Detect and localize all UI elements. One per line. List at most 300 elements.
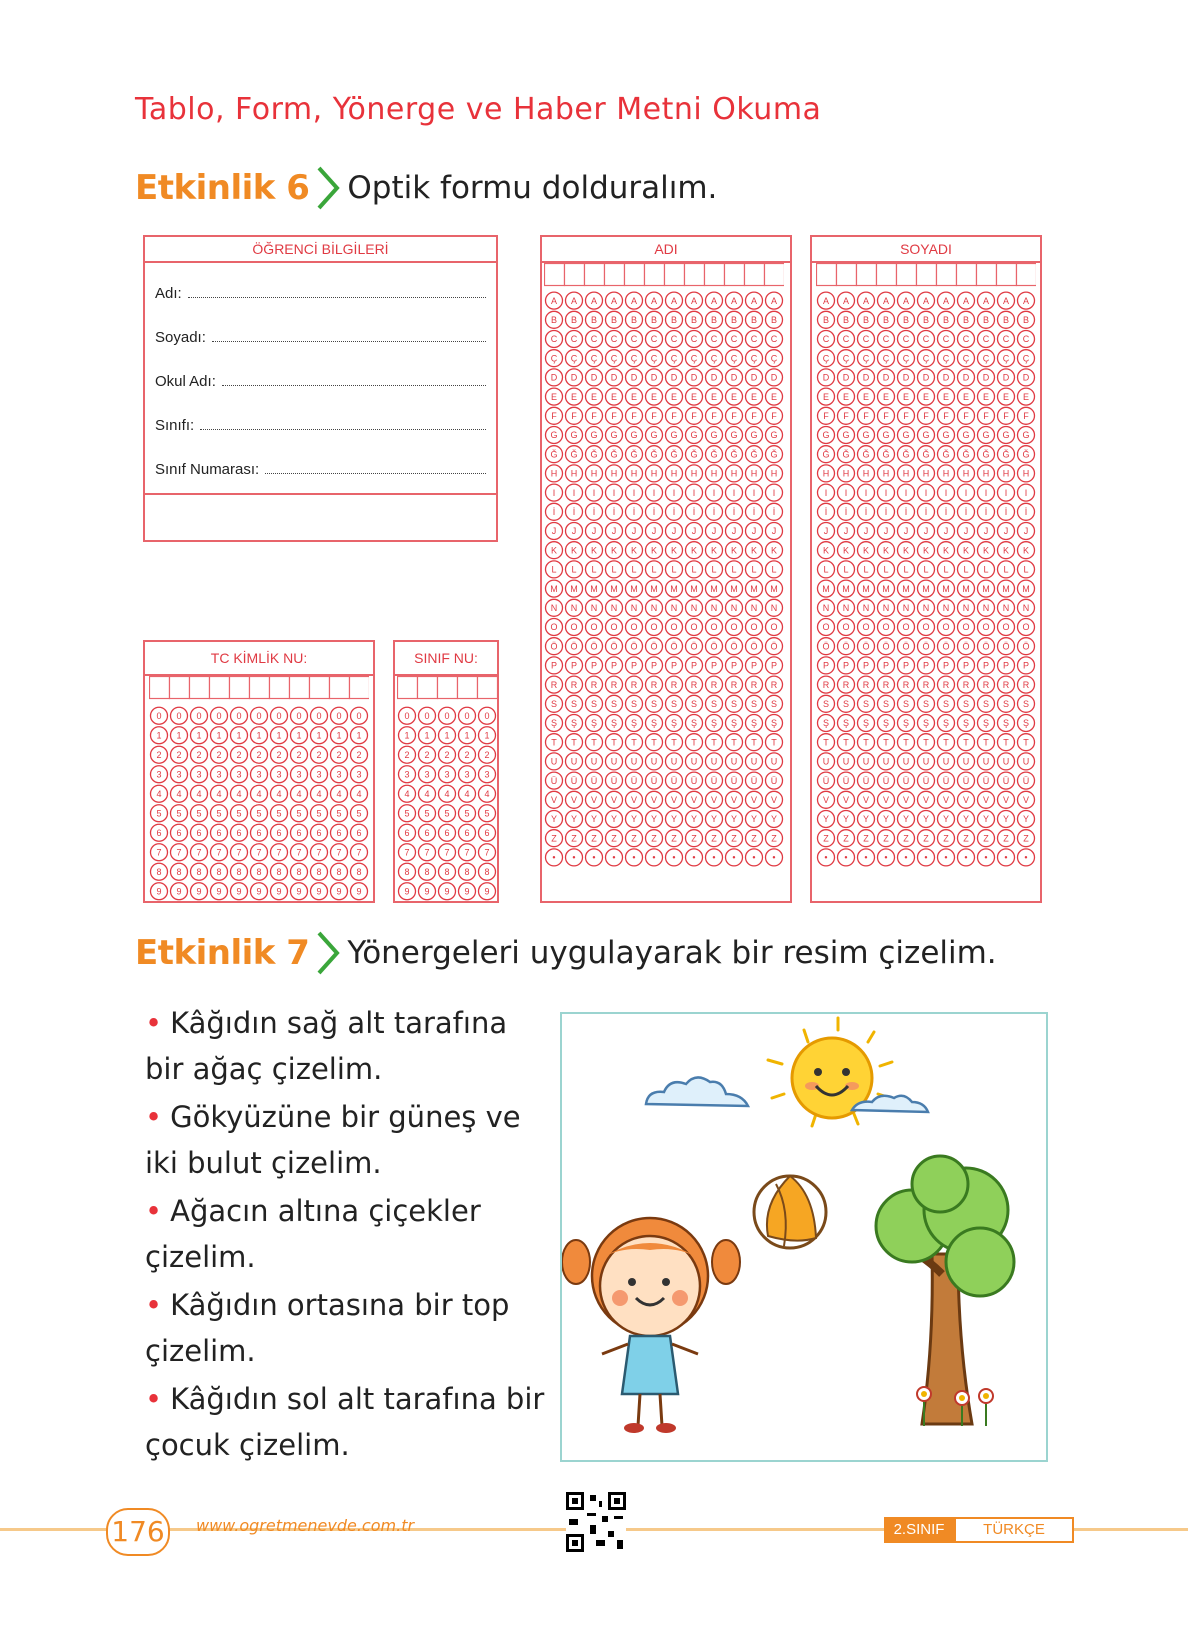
answer-bubble[interactable]	[666, 484, 683, 501]
answer-bubble[interactable]	[898, 638, 915, 655]
answer-bubble[interactable]	[686, 311, 703, 328]
answer-bubble[interactable]	[878, 599, 895, 616]
answer-bubble[interactable]	[666, 619, 683, 636]
answer-bubble[interactable]	[459, 785, 476, 802]
answer-bubble[interactable]	[938, 638, 955, 655]
answer-bubble[interactable]	[211, 746, 228, 763]
answer-bubble[interactable]	[858, 638, 875, 655]
answer-bubble[interactable]	[586, 849, 603, 866]
answer-bubble[interactable]	[858, 427, 875, 444]
answer-bubble[interactable]	[706, 331, 723, 348]
answer-bubble[interactable]	[546, 715, 563, 732]
answer-bubble[interactable]	[726, 599, 743, 616]
answer-bubble[interactable]	[566, 292, 583, 309]
answer-bubble[interactable]	[646, 676, 663, 693]
answer-bubble[interactable]	[978, 484, 995, 501]
answer-bubble[interactable]	[818, 446, 835, 463]
answer-bubble[interactable]	[706, 811, 723, 828]
answer-bubble[interactable]	[766, 446, 783, 463]
answer-bubble[interactable]	[838, 657, 855, 674]
answer-bubble[interactable]	[171, 707, 188, 724]
answer-bubble[interactable]	[606, 311, 623, 328]
answer-bubble[interactable]	[898, 715, 915, 732]
answer-bubble[interactable]	[171, 727, 188, 744]
answer-bubble[interactable]	[878, 619, 895, 636]
answer-bubble[interactable]	[686, 676, 703, 693]
answer-bubble[interactable]	[171, 766, 188, 783]
answer-bubble[interactable]	[726, 657, 743, 674]
answer-bubble[interactable]	[606, 791, 623, 808]
answer-bubble[interactable]	[978, 465, 995, 482]
answer-bubble[interactable]	[958, 599, 975, 616]
answer-bubble[interactable]	[586, 638, 603, 655]
answer-bubble[interactable]	[666, 446, 683, 463]
answer-bubble[interactable]	[586, 772, 603, 789]
answer-bubble[interactable]	[666, 542, 683, 559]
answer-bubble[interactable]	[998, 523, 1015, 540]
answer-bubble[interactable]	[211, 844, 228, 861]
answer-bubble[interactable]	[978, 849, 995, 866]
answer-bubble[interactable]	[646, 331, 663, 348]
answer-bubble[interactable]	[978, 715, 995, 732]
answer-bubble[interactable]	[978, 503, 995, 520]
answer-bubble[interactable]	[666, 407, 683, 424]
answer-bubble[interactable]	[666, 753, 683, 770]
answer-bubble[interactable]	[898, 580, 915, 597]
answer-bubble[interactable]	[978, 657, 995, 674]
answer-bubble[interactable]	[878, 407, 895, 424]
answer-bubble[interactable]	[706, 350, 723, 367]
answer-bubble[interactable]	[978, 388, 995, 405]
answer-bubble[interactable]	[818, 292, 835, 309]
answer-bubble[interactable]	[439, 727, 456, 744]
answer-bubble[interactable]	[858, 465, 875, 482]
answer-bubble[interactable]	[479, 746, 496, 763]
answer-bubble[interactable]	[726, 676, 743, 693]
answer-bubble[interactable]	[858, 830, 875, 847]
answer-bubble[interactable]	[666, 772, 683, 789]
answer-bubble[interactable]	[878, 811, 895, 828]
answer-bubble[interactable]	[686, 753, 703, 770]
entry-box[interactable]	[725, 264, 745, 286]
answer-bubble[interactable]	[439, 766, 456, 783]
answer-bubble[interactable]	[666, 427, 683, 444]
answer-bubble[interactable]	[351, 805, 368, 822]
answer-bubble[interactable]	[251, 707, 268, 724]
entry-box[interactable]	[705, 264, 725, 286]
answer-bubble[interactable]	[858, 715, 875, 732]
answer-bubble[interactable]	[546, 849, 563, 866]
answer-bubble[interactable]	[978, 292, 995, 309]
answer-bubble[interactable]	[706, 427, 723, 444]
answer-bubble[interactable]	[978, 407, 995, 424]
answer-bubble[interactable]	[858, 561, 875, 578]
answer-bubble[interactable]	[211, 863, 228, 880]
answer-bubble[interactable]	[1018, 427, 1035, 444]
answer-bubble[interactable]	[998, 407, 1015, 424]
answer-bubble[interactable]	[251, 805, 268, 822]
answer-bubble[interactable]	[546, 657, 563, 674]
entry-box[interactable]	[1017, 264, 1037, 286]
answer-bubble[interactable]	[586, 734, 603, 751]
answer-bubble[interactable]	[918, 830, 935, 847]
answer-bubble[interactable]	[958, 734, 975, 751]
answer-bubble[interactable]	[586, 369, 603, 386]
answer-bubble[interactable]	[271, 844, 288, 861]
answer-bubble[interactable]	[251, 727, 268, 744]
answer-bubble[interactable]	[171, 883, 188, 900]
answer-bubble[interactable]	[818, 619, 835, 636]
answer-bubble[interactable]	[666, 503, 683, 520]
answer-bubble[interactable]	[706, 715, 723, 732]
answer-bubble[interactable]	[766, 753, 783, 770]
answer-bubble[interactable]	[766, 772, 783, 789]
answer-bubble[interactable]	[646, 542, 663, 559]
answer-bubble[interactable]	[918, 292, 935, 309]
answer-bubble[interactable]	[858, 734, 875, 751]
answer-bubble[interactable]	[918, 676, 935, 693]
answer-bubble[interactable]	[546, 772, 563, 789]
answer-bubble[interactable]	[606, 542, 623, 559]
entry-box[interactable]	[745, 264, 765, 286]
answer-bubble[interactable]	[818, 350, 835, 367]
answer-bubble[interactable]	[231, 844, 248, 861]
answer-bubble[interactable]	[938, 292, 955, 309]
answer-bubble[interactable]	[746, 407, 763, 424]
answer-bubble[interactable]	[566, 331, 583, 348]
entry-box[interactable]	[937, 264, 957, 286]
answer-bubble[interactable]	[746, 388, 763, 405]
answer-bubble[interactable]	[459, 844, 476, 861]
answer-bubble[interactable]	[419, 785, 436, 802]
answer-bubble[interactable]	[958, 350, 975, 367]
answer-bubble[interactable]	[566, 446, 583, 463]
answer-bubble[interactable]	[586, 619, 603, 636]
answer-bubble[interactable]	[399, 844, 416, 861]
answer-bubble[interactable]	[858, 772, 875, 789]
answer-bubble[interactable]	[686, 811, 703, 828]
answer-bubble[interactable]	[838, 791, 855, 808]
answer-bubble[interactable]	[311, 805, 328, 822]
answer-bubble[interactable]	[938, 772, 955, 789]
answer-bubble[interactable]	[838, 388, 855, 405]
answer-bubble[interactable]	[766, 484, 783, 501]
answer-bubble[interactable]	[151, 844, 168, 861]
answer-bubble[interactable]	[351, 863, 368, 880]
answer-bubble[interactable]	[818, 561, 835, 578]
answer-bubble[interactable]	[171, 785, 188, 802]
answer-bubble[interactable]	[331, 844, 348, 861]
answer-bubble[interactable]	[746, 676, 763, 693]
answer-bubble[interactable]	[686, 772, 703, 789]
answer-bubble[interactable]	[898, 811, 915, 828]
answer-bubble[interactable]	[191, 863, 208, 880]
answer-bubble[interactable]	[726, 638, 743, 655]
answer-bubble[interactable]	[351, 727, 368, 744]
answer-bubble[interactable]	[998, 580, 1015, 597]
answer-bubble[interactable]	[191, 766, 208, 783]
answer-bubble[interactable]	[211, 707, 228, 724]
answer-bubble[interactable]	[606, 772, 623, 789]
answer-bubble[interactable]	[746, 849, 763, 866]
answer-bubble[interactable]	[191, 844, 208, 861]
answer-bubble[interactable]	[878, 465, 895, 482]
answer-bubble[interactable]	[211, 727, 228, 744]
answer-bubble[interactable]	[586, 503, 603, 520]
entry-box[interactable]	[438, 677, 458, 699]
answer-bubble[interactable]	[746, 695, 763, 712]
answer-bubble[interactable]	[978, 350, 995, 367]
answer-bubble[interactable]	[666, 599, 683, 616]
answer-bubble[interactable]	[1018, 791, 1035, 808]
answer-bubble[interactable]	[998, 292, 1015, 309]
answer-bubble[interactable]	[566, 311, 583, 328]
answer-bubble[interactable]	[626, 503, 643, 520]
answer-bubble[interactable]	[918, 503, 935, 520]
answer-bubble[interactable]	[726, 388, 743, 405]
answer-bubble[interactable]	[646, 638, 663, 655]
answer-bubble[interactable]	[399, 746, 416, 763]
answer-bubble[interactable]	[439, 824, 456, 841]
answer-bubble[interactable]	[686, 791, 703, 808]
answer-bubble[interactable]	[566, 427, 583, 444]
answer-bubble[interactable]	[351, 824, 368, 841]
answer-bubble[interactable]	[546, 753, 563, 770]
answer-bubble[interactable]	[1018, 484, 1035, 501]
answer-bubble[interactable]	[958, 561, 975, 578]
answer-bubble[interactable]	[626, 292, 643, 309]
answer-bubble[interactable]	[686, 388, 703, 405]
answer-bubble[interactable]	[439, 805, 456, 822]
answer-bubble[interactable]	[1018, 350, 1035, 367]
answer-bubble[interactable]	[586, 388, 603, 405]
answer-bubble[interactable]	[439, 707, 456, 724]
answer-bubble[interactable]	[998, 427, 1015, 444]
answer-bubble[interactable]	[858, 523, 875, 540]
answer-bubble[interactable]	[858, 580, 875, 597]
answer-bubble[interactable]	[191, 883, 208, 900]
answer-bubble[interactable]	[706, 580, 723, 597]
answer-bubble[interactable]	[726, 523, 743, 540]
answer-bubble[interactable]	[998, 695, 1015, 712]
answer-bubble[interactable]	[838, 580, 855, 597]
answer-bubble[interactable]	[918, 753, 935, 770]
answer-bubble[interactable]	[978, 311, 995, 328]
answer-bubble[interactable]	[938, 580, 955, 597]
answer-bubble[interactable]	[918, 561, 935, 578]
answer-bubble[interactable]	[666, 311, 683, 328]
entry-box[interactable]	[190, 677, 210, 699]
answer-bubble[interactable]	[626, 715, 643, 732]
answer-bubble[interactable]	[626, 407, 643, 424]
answer-bubble[interactable]	[666, 715, 683, 732]
answer-bubble[interactable]	[666, 695, 683, 712]
answer-bubble[interactable]	[666, 830, 683, 847]
answer-bubble[interactable]	[858, 542, 875, 559]
answer-bubble[interactable]	[706, 311, 723, 328]
answer-bubble[interactable]	[766, 849, 783, 866]
answer-bubble[interactable]	[331, 766, 348, 783]
answer-bubble[interactable]	[878, 791, 895, 808]
answer-bubble[interactable]	[746, 830, 763, 847]
name-bubble-grid[interactable]	[544, 263, 784, 875]
answer-bubble[interactable]	[686, 638, 703, 655]
answer-bubble[interactable]	[838, 311, 855, 328]
answer-bubble[interactable]	[998, 311, 1015, 328]
answer-bubble[interactable]	[646, 292, 663, 309]
answer-bubble[interactable]	[918, 638, 935, 655]
answer-bubble[interactable]	[998, 619, 1015, 636]
answer-bubble[interactable]	[978, 523, 995, 540]
answer-bubble[interactable]	[231, 883, 248, 900]
answer-bubble[interactable]	[546, 523, 563, 540]
answer-bubble[interactable]	[479, 883, 496, 900]
answer-bubble[interactable]	[958, 676, 975, 693]
answer-bubble[interactable]	[998, 715, 1015, 732]
answer-bubble[interactable]	[231, 824, 248, 841]
answer-bubble[interactable]	[646, 599, 663, 616]
answer-bubble[interactable]	[958, 427, 975, 444]
answer-bubble[interactable]	[151, 785, 168, 802]
answer-bubble[interactable]	[606, 580, 623, 597]
answer-bubble[interactable]	[646, 849, 663, 866]
entry-box[interactable]	[625, 264, 645, 286]
answer-bubble[interactable]	[746, 580, 763, 597]
answer-bubble[interactable]	[706, 542, 723, 559]
answer-bubble[interactable]	[646, 484, 663, 501]
answer-bubble[interactable]	[626, 465, 643, 482]
answer-bubble[interactable]	[706, 638, 723, 655]
answer-bubble[interactable]	[211, 785, 228, 802]
answer-bubble[interactable]	[459, 863, 476, 880]
answer-bubble[interactable]	[331, 863, 348, 880]
answer-bubble[interactable]	[838, 407, 855, 424]
answer-bubble[interactable]	[606, 811, 623, 828]
answer-bubble[interactable]	[1018, 331, 1035, 348]
answer-bubble[interactable]	[838, 811, 855, 828]
entry-box[interactable]	[685, 264, 705, 286]
entry-box[interactable]	[957, 264, 977, 286]
answer-bubble[interactable]	[399, 785, 416, 802]
answer-bubble[interactable]	[938, 523, 955, 540]
answer-bubble[interactable]	[606, 657, 623, 674]
answer-bubble[interactable]	[606, 484, 623, 501]
answer-bubble[interactable]	[818, 484, 835, 501]
answer-bubble[interactable]	[746, 734, 763, 751]
answer-bubble[interactable]	[898, 791, 915, 808]
answer-bubble[interactable]	[898, 772, 915, 789]
answer-bubble[interactable]	[459, 766, 476, 783]
answer-bubble[interactable]	[918, 446, 935, 463]
answer-bubble[interactable]	[898, 657, 915, 674]
answer-bubble[interactable]	[918, 619, 935, 636]
answer-bubble[interactable]	[251, 863, 268, 880]
answer-bubble[interactable]	[818, 657, 835, 674]
answer-bubble[interactable]	[331, 785, 348, 802]
answer-bubble[interactable]	[818, 791, 835, 808]
answer-bubble[interactable]	[938, 830, 955, 847]
entry-box[interactable]	[645, 264, 665, 286]
answer-bubble[interactable]	[726, 465, 743, 482]
answer-bubble[interactable]	[566, 849, 583, 866]
answer-bubble[interactable]	[586, 753, 603, 770]
entry-box[interactable]	[398, 677, 418, 699]
answer-bubble[interactable]	[586, 599, 603, 616]
answer-bubble[interactable]	[626, 427, 643, 444]
answer-bubble[interactable]	[566, 638, 583, 655]
answer-bubble[interactable]	[1018, 695, 1035, 712]
answer-bubble[interactable]	[191, 785, 208, 802]
answer-bubble[interactable]	[746, 753, 763, 770]
answer-bubble[interactable]	[566, 676, 583, 693]
answer-bubble[interactable]	[726, 311, 743, 328]
answer-bubble[interactable]	[766, 638, 783, 655]
answer-bubble[interactable]	[706, 292, 723, 309]
answer-bubble[interactable]	[399, 805, 416, 822]
answer-bubble[interactable]	[998, 599, 1015, 616]
answer-bubble[interactable]	[686, 715, 703, 732]
answer-bubble[interactable]	[898, 734, 915, 751]
answer-bubble[interactable]	[978, 772, 995, 789]
answer-bubble[interactable]	[938, 369, 955, 386]
answer-bubble[interactable]	[666, 388, 683, 405]
answer-bubble[interactable]	[938, 811, 955, 828]
answer-bubble[interactable]	[998, 465, 1015, 482]
answer-bubble[interactable]	[838, 772, 855, 789]
answer-bubble[interactable]	[586, 427, 603, 444]
answer-bubble[interactable]	[938, 849, 955, 866]
surname-bubble-grid[interactable]	[816, 263, 1036, 875]
answer-bubble[interactable]	[666, 791, 683, 808]
answer-bubble[interactable]	[746, 638, 763, 655]
answer-bubble[interactable]	[858, 331, 875, 348]
answer-bubble[interactable]	[646, 465, 663, 482]
answer-bubble[interactable]	[746, 523, 763, 540]
answer-bubble[interactable]	[938, 388, 955, 405]
answer-bubble[interactable]	[938, 311, 955, 328]
answer-bubble[interactable]	[898, 561, 915, 578]
answer-bubble[interactable]	[171, 844, 188, 861]
answer-bubble[interactable]	[898, 503, 915, 520]
answer-bubble[interactable]	[399, 707, 416, 724]
answer-bubble[interactable]	[938, 753, 955, 770]
answer-bubble[interactable]	[479, 766, 496, 783]
answer-bubble[interactable]	[191, 707, 208, 724]
entry-box[interactable]	[150, 677, 170, 699]
answer-bubble[interactable]	[958, 849, 975, 866]
answer-bubble[interactable]	[646, 503, 663, 520]
answer-bubble[interactable]	[606, 350, 623, 367]
answer-bubble[interactable]	[646, 830, 663, 847]
answer-bubble[interactable]	[439, 863, 456, 880]
answer-bubble[interactable]	[666, 811, 683, 828]
answer-bubble[interactable]	[546, 791, 563, 808]
entry-box[interactable]	[310, 677, 330, 699]
answer-bubble[interactable]	[766, 388, 783, 405]
answer-bubble[interactable]	[686, 503, 703, 520]
answer-bubble[interactable]	[686, 657, 703, 674]
answer-bubble[interactable]	[171, 746, 188, 763]
answer-bubble[interactable]	[439, 844, 456, 861]
answer-bubble[interactable]	[1018, 503, 1035, 520]
answer-bubble[interactable]	[566, 619, 583, 636]
answer-bubble[interactable]	[746, 465, 763, 482]
answer-bubble[interactable]	[151, 883, 168, 900]
answer-bubble[interactable]	[998, 388, 1015, 405]
answer-bubble[interactable]	[546, 369, 563, 386]
answer-bubble[interactable]	[311, 707, 328, 724]
answer-bubble[interactable]	[646, 407, 663, 424]
